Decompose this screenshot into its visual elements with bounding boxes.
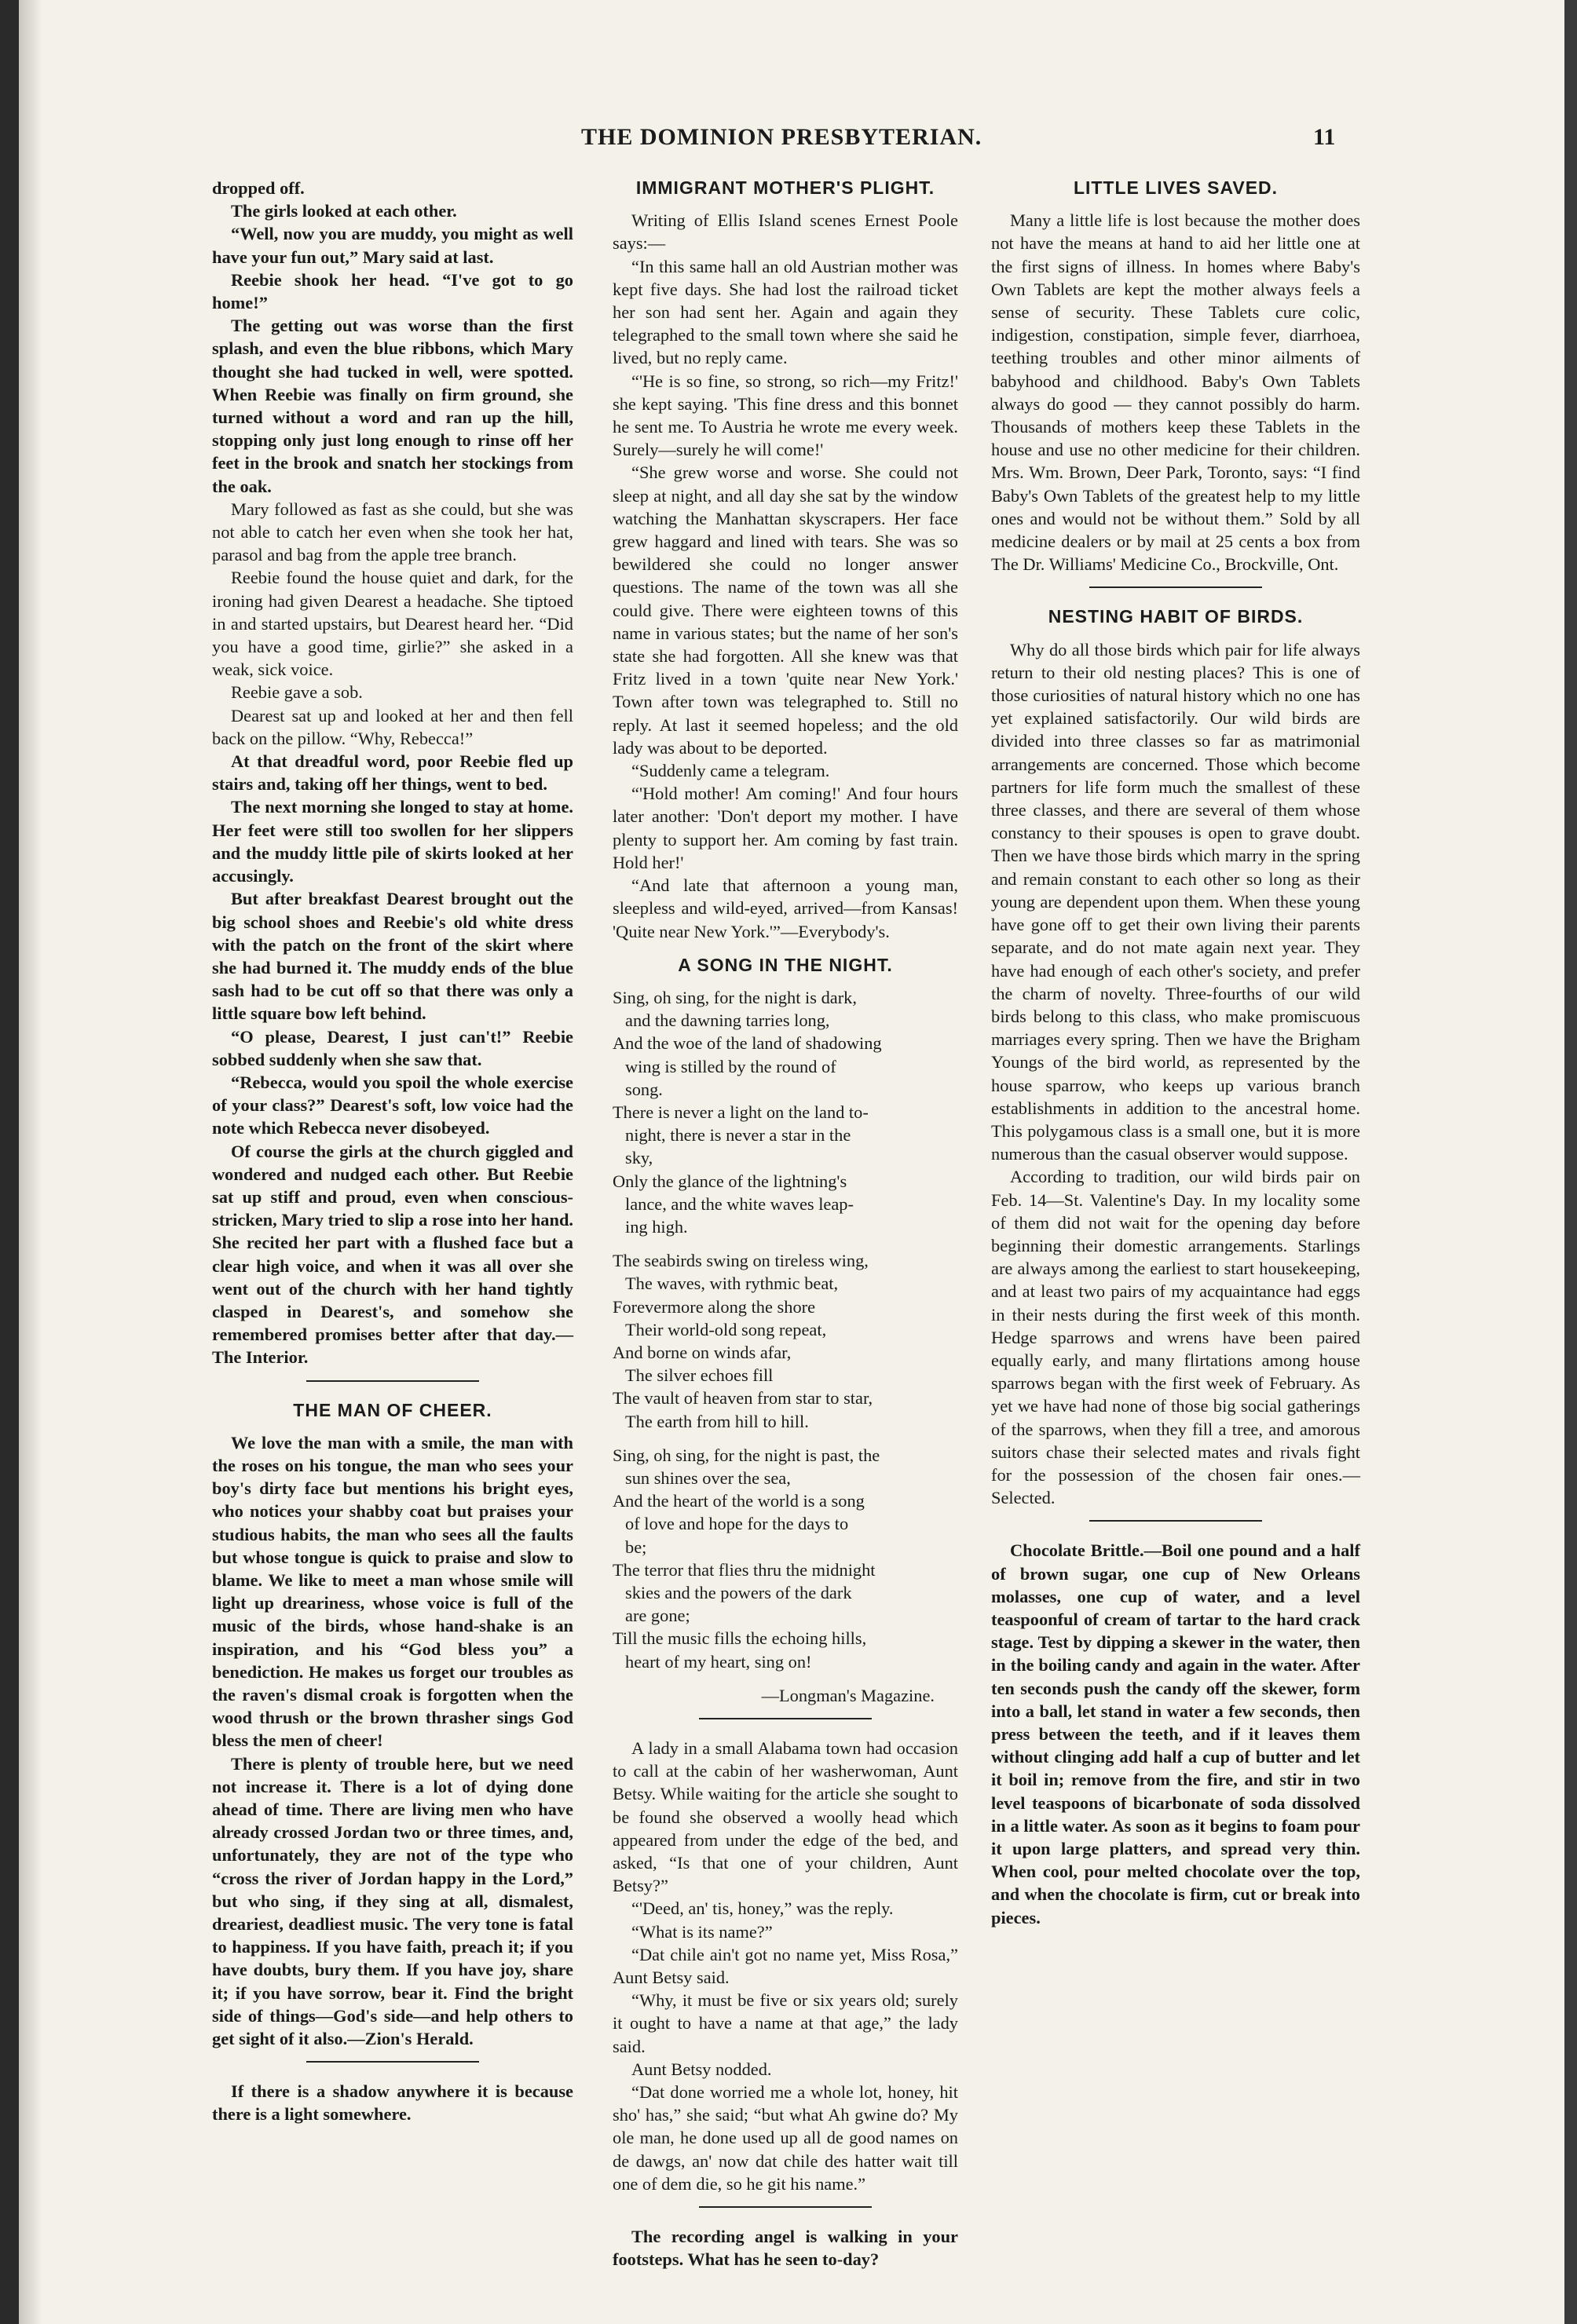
immigrant-paragraph: “'He is so fine, so strong, so rich—my Fritz!' she kept saying. 'This fine dress and this bonnet he sent me. To Austria he wrote me every week. Surely—surely he will come!'	[613, 371, 958, 460]
poem-line: sky,	[625, 1148, 653, 1168]
story-paragraph: The next morning she longed to stay at home. Her feet were still too swollen for her slippers and the muddy little pile of skirts looked at her accusingly.	[212, 797, 573, 886]
article-heading-nesting-birds: NESTING HABIT OF BIRDS.	[1048, 606, 1304, 627]
immigrant-paragraph: “Suddenly came a telegram.	[631, 761, 830, 781]
cheer-paragraph: We love the man with a smile, the man with the roses on his tongue, the man who sees your boy's dirty face but mentions his bright eyes, who notices your shabby coat but praises your studious habits, the man who sees all the faults but whose tongue is quick to praise and slow to blame. We like to meet a man whose smile will light up dreariness, whose voice is full of the music of the birds, whose hand-shake is an inspiration, and his “God bless you” a benediction. He makes us forget our troubles as the raven's dismal croak is forgotten when the wood thrush or the brown thrasher sings God bless the men of cheer!	[212, 1432, 573, 1751]
betsy-paragraph: Aunt Betsy nodded.	[631, 2059, 772, 2079]
betsy-paragraph: A lady in a small Alabama town had occasion to call at the cabin of her washerwoman, Aunt Betsy. While waiting for the article she sought to be found she observed a woolly head which appeared from under the edge of the bed, and asked, “Is that one of your children, Aunt Betsy?”	[613, 1738, 958, 1896]
article-heading-little-lives: LITTLE LIVES SAVED.	[1073, 177, 1279, 198]
recipe-paragraph: Chocolate Brittle.—Boil one pound and a half of brown sugar, one cup of New Orleans molasses, one cup of water, and a level teaspoonful of cream of tartar to the hard crack stage. Test by dipping a skewer in the water, then in the boiling candy and again in the water. After ten seconds push the candy off the skewer, form into a ball, let stand in water a few seconds, then press between the teeth, and if it leaves them without clinging add half a cup of butter and let it boil in; remove from the fire, and stir in two level teaspoons of bicarbonate of soda dissolved in a little water. As soon as it begins to foam pour it upon large platters, and spread very thin. When cool, pour melted chocolate over the top, and when the chocolate is firm, cut or break into pieces.	[991, 1540, 1360, 1928]
column-left	[212, 177, 573, 2126]
column-right	[991, 177, 1360, 1929]
story-paragraph: Reebie found the house quiet and dark, for the ironing had given Dearest a headache. She tiptoed in and started upstairs, but Dearest heard her. “Did you have a good time, girlie?” she asked in a weak, sick voice.	[212, 568, 573, 680]
section-divider	[1089, 1520, 1262, 1522]
poem-line: The silver echoes fill	[625, 1365, 774, 1386]
betsy-paragraph: “'Deed, an' tis, honey,” was the reply.	[631, 1898, 894, 1919]
closing-note: If there is a shadow anywhere it is because there is a light somewhere.	[212, 2081, 573, 2125]
poem-line: The terror that flies thru the midnight	[613, 1559, 876, 1580]
poem-line: Forevermore along the shore	[613, 1296, 816, 1317]
poem-line: And the woe of the land of shadowing	[613, 1033, 882, 1054]
poem-line: And the heart of the world is a song	[613, 1491, 865, 1511]
page-number: 11	[1313, 124, 1336, 150]
poem-line: and the dawning tarries long,	[625, 1010, 830, 1031]
poem-line: song.	[625, 1079, 663, 1099]
betsy-paragraph: “What is its name?”	[631, 1921, 773, 1942]
section-divider	[699, 1718, 872, 1719]
poem-stanza	[613, 1444, 958, 1673]
poem-line: Their world-old song repeat,	[625, 1319, 827, 1339]
article-heading-immigrant-mother: IMMIGRANT MOTHER'S PLIGHT.	[635, 177, 935, 198]
story-paragraph: Reebie gave a sob.	[231, 682, 363, 703]
story-paragraph: “Rebecca, would you spoil the whole exercise of your class?” Dearest's soft, low voice had the note which Rebecca never disobeyed.	[212, 1072, 573, 1138]
story-paragraph: The getting out was worse than the first splash, and even the blue ribbons, which Mary thought she had tucked in well, were spotted. When Reebie was finally on firm ground, she turned without a word and ran up the hill, stopping only just long enough to rinse off her feet in the brook and snatch her stockings from the oak.	[212, 316, 573, 496]
poem-line: wing is stilled by the round of	[625, 1056, 836, 1076]
poem-line: Only the glance of the lightning's	[613, 1171, 847, 1191]
story-paragraph: Dearest sat up and looked at her and then fell back on the pillow. “Why, Rebecca!”	[212, 705, 573, 748]
story-paragraph: dropped off.	[212, 178, 305, 198]
immigrant-paragraph: “'Hold mother! Am coming!' And four hours later another: 'Don't deport my mother. I have plenty to support her. Am coming by fast train. Hold her!'	[613, 784, 958, 872]
poem-line: lance, and the white waves leap-	[625, 1193, 854, 1214]
immigrant-paragraph: “In this same hall an old Austrian mother was kept five days. She had lost the railroad ticket her son had sent her. Again and again they telegraphed to the small town where she said he lived, but no reply came.	[613, 256, 958, 368]
cheer-paragraph: There is plenty of trouble here, but we need not increase it. There is a lot of dying done ahead of time. There are living men who have already crossed Jordan two or three times, and, unfortunately, they are not of the type who “cross the river of Jordan happy in the Lord,” but who sing, if they sing at all, dismalest, dreariest, deadliest music. The very tone is fatal to happiness. If you have faith, preach it; if you have doubts, bury them. If you have joy, share it; if you have sorrow, bear it. Find the bright side of things—God's side—and help others to get sight of it also.—Zion's Herald.	[212, 1753, 573, 2049]
poem-credit: —Longman's Magazine.	[761, 1685, 935, 1705]
scan-gutter-shadow	[19, 0, 42, 2324]
story-paragraph: At that dreadful word, poor Reebie fled up stairs and, taking off her things, went to bed.	[212, 751, 573, 795]
poem	[613, 986, 958, 1707]
poem-line: be;	[625, 1537, 647, 1557]
lives-paragraph: Many a little life is lost because the mother does not have the means at hand to aid her little one at the first signs of illness. In homes where Baby's Own Tablets are kept the mother always feels a sense of security. These Tablets cure colic, indigestion, constipation, simple fever, diarrhoea, teething troubles and other minor ailments of babyhood and childhood. Baby's Own Tablets always do good — they cannot possibly do harm. Thousands of mothers keep these Tablets in the house and use no other medicine for their children. Mrs. Wm. Brown, Deer Park, Toronto, says: “I find Baby's Own Tablets of the greatest help to my little ones and would not be without them.” Sold by all medicine dealers or by mail at 25 cents a box from The Dr. Williams' Medicine Co., Brockville, Ont.	[991, 210, 1360, 575]
poem-line: sun shines over the sea,	[625, 1467, 791, 1488]
story-paragraph: “Well, now you are muddy, you might as well have your fun out,” Mary said at last.	[212, 224, 573, 267]
immigrant-paragraph: “And late that afternoon a young man, sleepless and wild-eyed, arrived—from Kansas! 'Quite near New York.'”—Everybody's.	[613, 875, 958, 941]
birds-paragraph: Why do all those birds which pair for life always return to their old nesting places? This is one of those curiosities of natural history which no one has yet explained satisfactorily. Our wild birds are divided into three classes so far as matrimonial arrangements are concerned. Those which become partners for life form much the smallest of these three classes, and there are several of them whose constancy to their spouses is open to grave doubt. Then we have those birds which marry in the spring and remain constant to each other so long as their young are dependent upon them. When these young have gone off to get their own living their parents separate, and do not mate again next year. They have had enough of each other's society, and prefer the charm of novelty. Three-fourths of our wild birds belong to this class, who make promiscuous marriages every spring. Then we have the Brigham Youngs of the bird world, as represented by the house sparrow, who keeps up various branch establishments in addition to the ancestral home. This polygamous class is a small one, but it is more numerous than the casual observer would suppose.	[991, 639, 1360, 1164]
section-divider	[699, 2206, 872, 2208]
poem-stanza	[613, 986, 958, 1238]
poem-line: Sing, oh sing, for the night is past, the	[613, 1445, 880, 1465]
immigrant-paragraph: Writing of Ellis Island scenes Ernest Poole says:—	[613, 210, 958, 254]
story-paragraph: Mary followed as fast as she could, but she was not able to catch her even when she took her hat, parasol and bag from the apple tree branch.	[212, 499, 573, 565]
column-middle	[613, 177, 958, 2271]
betsy-paragraph: “Dat done worried me a whole lot, honey, hit sho' has,” she said; “but what Ah gwine do? My ole man, he done used up all de good names on de dawgs, an' now dat chile des hatter wait till one of dem die, so he git his name.”	[613, 2082, 958, 2194]
poem-line: of love and hope for the days to	[625, 1514, 849, 1534]
poem-line: skies and the powers of the dark	[625, 1582, 852, 1602]
poem-line: The seabirds swing on tireless wing,	[613, 1251, 869, 1271]
poem-line: The earth from hill to hill.	[625, 1411, 809, 1431]
poem-line: ing high.	[625, 1216, 688, 1237]
betsy-paragraph: “Why, it must be five or six years old; surely it ought to have a name at that age,” the lady said.	[613, 1990, 958, 2056]
immigrant-paragraph: “She grew worse and worse. She could not sleep at night, and all day she sat by the window watching the Manhattan skyscrapers. Her face grew haggard and lined with tears. She was so bewildered she could no longer answer questions. The name of the town was all she could give. There were eighteen towns of this name in various states; but the name of her son's state she had forgotten. All she knew was that Fritz lived in a town 'quite near New York.' Town after town was telegraphed to. Still no reply. At last it seemed hopeless; and the old lady was about to be deported.	[613, 462, 958, 758]
poem-line: The waves, with rythmic beat,	[625, 1273, 839, 1294]
article-heading-man-of-cheer: THE MAN OF CHEER.	[293, 1399, 492, 1420]
article-heading-song-in-night: A SONG IN THE NIGHT.	[678, 954, 893, 975]
poem-line: night, there is never a star in the	[625, 1125, 851, 1146]
poem-line: heart of my heart, sing on!	[625, 1651, 812, 1672]
poem-line: The vault of heaven from star to star,	[613, 1388, 873, 1409]
section-divider	[1089, 586, 1262, 588]
masthead	[0, 124, 1577, 163]
poem-stanza	[613, 1249, 958, 1433]
scan-border-right	[1564, 0, 1577, 2324]
poem-line: And borne on winds afar,	[613, 1342, 792, 1362]
birds-paragraph: According to tradition, our wild birds pair on Feb. 14—St. Valentine's Day. In my locality some of them did not wait for the opening day before beginning their domestic arrangements. Starlings are always among the earliest to start housekeeping, and at least two pairs of my acquaintance had eggs in their nests during the first week of this month. Hedge sparrows and wrens have been paired equally early, and many flirtations among house sparrows began with the first week of February. As yet we have had none of those big social gatherings of the sparrows, when they fill a tree, and amorous suitors chase their selected mates and rivals fight for the possession of the chosen fair ones.—Selected.	[991, 1167, 1360, 1508]
poem-line: Till the music fills the echoing hills,	[613, 1628, 867, 1649]
newspaper-title: THE DOMINION PRESBYTERIAN.	[581, 124, 982, 150]
story-continuation	[212, 177, 573, 1369]
betsy-paragraph: “Dat chile ain't got no name yet, Miss Rosa,” Aunt Betsy said.	[613, 1944, 958, 1988]
scan-border-left	[0, 0, 19, 2324]
story-paragraph: Reebie shook her head. “I've got to go home!”	[212, 269, 573, 313]
angel-note: The recording angel is walking in your footsteps. What has he seen to-day?	[613, 2227, 958, 2270]
story-paragraph: The girls looked at each other.	[231, 201, 457, 221]
story-paragraph: But after breakfast Dearest brought out the big school shoes and Reebie's old white dress with the patch on the front of the skirt where she had burned it. The muddy ends of the blue sash had to be cut off so that there was only a little square bow left behind.	[212, 889, 573, 1024]
story-paragraph: Of course the girls at the church giggled and wondered and nudged each other. But Reebie sat up stiff and proud, even when conscious-stricken, Mary tried to slip a rose into her hand. She recited her part with a flushed face but a clear high voice, and when it was all over she went out of the church with her hand tightly clasped in Dearest's, and somehow she remembered promises better after that day.—The Interior.	[212, 1141, 573, 1368]
section-divider	[306, 1380, 479, 1382]
poem-line: are gone;	[625, 1606, 690, 1626]
story-paragraph: “O please, Dearest, I just can't!” Reebie sobbed suddenly when she saw that.	[212, 1026, 573, 1069]
poem-line: There is never a light on the land to-	[613, 1102, 869, 1122]
section-divider	[306, 2061, 479, 2063]
poem-line: Sing, oh sing, for the night is dark,	[613, 987, 857, 1007]
